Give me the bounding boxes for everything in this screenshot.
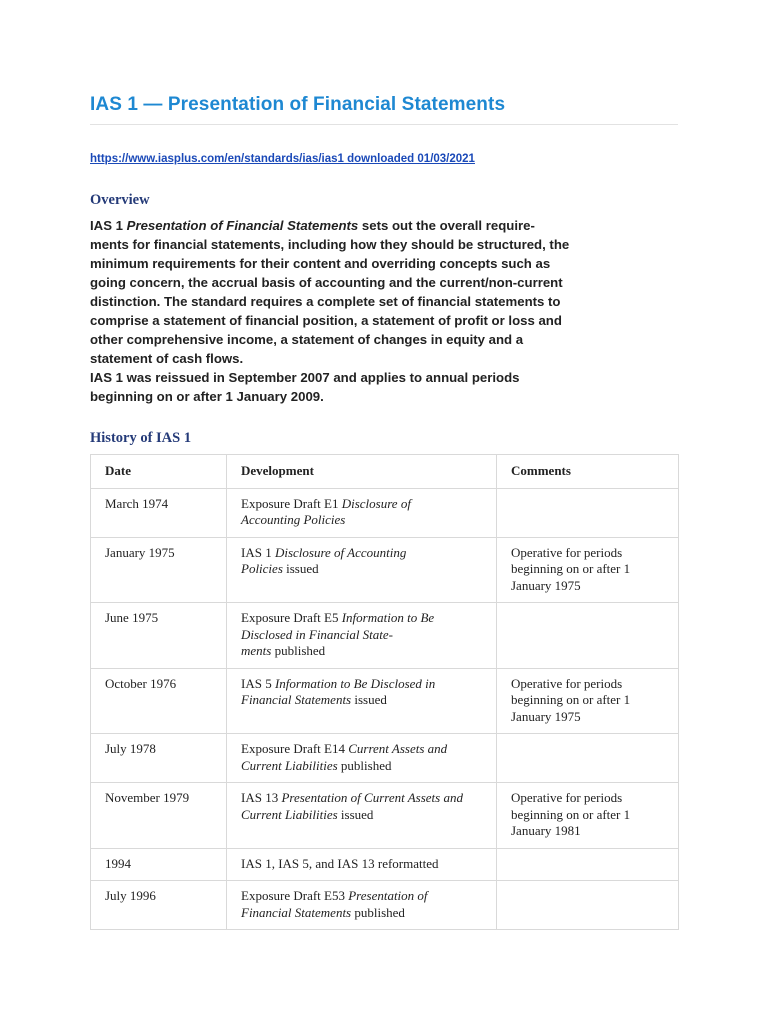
overview-line: going concern, the accrual basis of accounting and the current/non-current [90, 275, 563, 290]
development-title-text: Financial Statements [241, 692, 352, 707]
development-text: published [271, 643, 326, 658]
development-text: IAS 5 [241, 675, 275, 691]
development-title-text: Current Liabilities [241, 757, 338, 773]
development-text: IAS 1, IAS 5, and IAS 13 reformatted [241, 855, 439, 871]
overview-p1-line1-rest: sets out the overall require- [361, 218, 535, 233]
cell-date: March 1974 [91, 488, 227, 537]
development-text: issued [351, 692, 387, 707]
column-header-development: Development [227, 455, 497, 489]
title-divider [90, 124, 678, 125]
comment-line: Operative for periods [511, 544, 623, 560]
development-title-text: Presentation of Current Assets and [281, 790, 463, 805]
table-row [91, 603, 679, 669]
development-text: published [351, 904, 405, 920]
development-title-text: Current Liabilities [241, 806, 338, 822]
document-title: IAS 1 — Presentation of Financial Statements [90, 94, 506, 115]
development-text: published [337, 757, 392, 773]
overview-line: other comprehensive income, a statement of changes in equity and a [90, 332, 524, 347]
development-title-text: Financial Statements [241, 904, 352, 920]
cell-date: January 1975 [91, 537, 227, 603]
comment-line: Operative for periods [511, 675, 623, 691]
cell-comments [497, 603, 679, 669]
table-row [91, 848, 679, 881]
development-text: Exposure Draft E14 [241, 741, 349, 756]
development-title-text: Disclosure of Accounting [274, 544, 407, 560]
history-heading: History of IAS 1 [90, 430, 192, 446]
development-text: Exposure Draft E5 [241, 610, 342, 625]
development-text: IAS 1 [241, 544, 275, 560]
development-title-text: Disclosed in Financial State- [241, 626, 394, 642]
cell-development [227, 783, 497, 849]
cell-comments [497, 668, 679, 734]
development-title-text: Presentation of [348, 888, 428, 903]
cell-comments [497, 488, 679, 537]
development-text: issued [337, 806, 374, 822]
overview-line: minimum requirements for their content and overriding concepts such as [90, 256, 551, 271]
cell-comments [497, 734, 679, 783]
cell-date: July 1996 [91, 881, 227, 930]
table-header-row [91, 455, 679, 489]
development-title-text: Accounting Policies [241, 512, 346, 527]
development-text: IAS 13 [241, 790, 282, 805]
overview-p1-prefix: IAS 1 [90, 218, 127, 233]
overview-text [90, 216, 680, 406]
development-text: Exposure Draft E53 [241, 888, 349, 903]
cell-development [227, 603, 497, 669]
development-title-text: ments [241, 643, 272, 658]
comment-line: beginning on or after 1 [511, 692, 631, 707]
column-header-comments: Comments [497, 455, 679, 489]
comment-line: beginning on or after 1 [511, 806, 631, 822]
comment-line: January 1981 [511, 823, 581, 838]
history-table [90, 454, 679, 930]
development-title-text: Information to Be [341, 610, 435, 625]
cell-development [227, 488, 497, 537]
table-row [91, 537, 679, 603]
table-row [91, 783, 679, 849]
overview-line: distinction. The standard requires a complete set of financial statements to [90, 294, 561, 309]
source-link[interactable]: https://www.iasplus.com/en/standards/ias/ias1 downloaded 01/03/2021 [90, 153, 475, 165]
table-row [91, 668, 679, 734]
cell-comments [497, 881, 679, 930]
history-table-body [91, 488, 679, 930]
comment-line: January 1975 [511, 577, 581, 593]
overview-standard-name: Presentation of Financial Statements [126, 218, 359, 233]
comment-line: Operative for periods [511, 790, 623, 805]
cell-date: October 1976 [91, 668, 227, 734]
table-row [91, 881, 679, 930]
development-title-text: Policies [241, 561, 283, 576]
development-title-text: Current Assets and [348, 741, 448, 756]
cell-development [227, 848, 497, 881]
cell-development [227, 668, 497, 734]
cell-development [227, 734, 497, 783]
overview-line: ments for financial statements, including how they should be structured, the [90, 237, 570, 252]
cell-date: November 1979 [91, 783, 227, 849]
cell-date: 1994 [91, 848, 227, 881]
cell-date: July 1978 [91, 734, 227, 783]
development-text: issued [282, 561, 319, 576]
cell-date: June 1975 [91, 603, 227, 669]
overview-line: IAS 1 was reissued in September 2007 and applies to annual periods [90, 370, 520, 385]
cell-comments [497, 537, 679, 603]
table-row [91, 488, 679, 537]
overview-heading: Overview [90, 192, 150, 208]
table-row [91, 734, 679, 783]
cell-comments [497, 783, 679, 849]
overview-line: comprise a statement of financial position, a statement of profit or loss and [90, 313, 562, 328]
comment-line: January 1975 [511, 708, 581, 724]
column-header-date: Date [91, 455, 227, 489]
development-title-text: Information to Be Disclosed in [274, 675, 436, 691]
comment-line: beginning on or after 1 [511, 561, 631, 576]
overview-line: statement of cash flows. [90, 351, 244, 366]
cell-comments [497, 848, 679, 881]
overview-line: beginning on or after 1 January 2009. [90, 389, 324, 404]
cell-development [227, 881, 497, 930]
development-title-text: Disclosure of [341, 495, 411, 511]
cell-development [227, 537, 497, 603]
development-text: Exposure Draft E1 [241, 495, 342, 511]
